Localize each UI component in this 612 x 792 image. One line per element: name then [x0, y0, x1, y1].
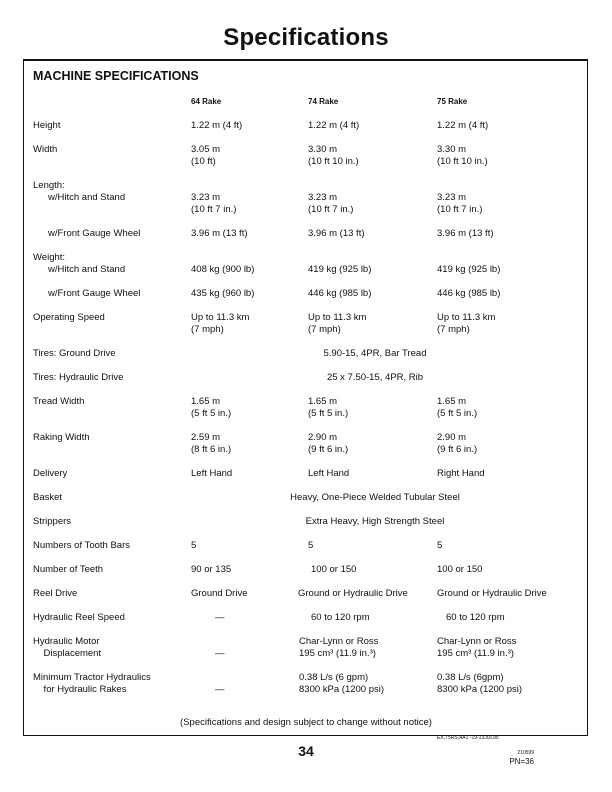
spec-label: Strippers: [33, 516, 72, 527]
spec-value: 419 kg (925 lb): [437, 264, 501, 275]
spec-value: Ground or Hydraulic Drive: [298, 588, 408, 599]
spec-value: 446 kg (985 lb): [437, 288, 501, 299]
spec-value: 1.65 m (5 ft 5 in.): [437, 396, 478, 419]
spec-value: 435 kg (960 lb): [191, 288, 255, 299]
spec-value: 408 kg (900 lb): [191, 264, 255, 275]
spec-value: 3.96 m (13 ft): [308, 228, 365, 239]
spec-value: 60 to 120 rpm: [311, 612, 370, 623]
spec-value: 5: [191, 540, 197, 551]
spec-label: Weight:: [33, 252, 66, 263]
spec-label: w/Front Gauge Wheel: [48, 288, 141, 299]
spec-label: Tires: Ground Drive: [33, 348, 116, 359]
spec-label: Hydraulic Motor Displacement: [33, 636, 102, 659]
small-code: 210599: [517, 750, 534, 756]
spec-value: 1.65 m (5 ft 5 in.): [191, 396, 232, 419]
spec-value: 60 to 120 rpm: [446, 612, 505, 623]
spec-label: Number of Teeth: [33, 564, 104, 575]
spec-label: Width: [33, 144, 58, 155]
spec-value-shared: 25 x 7.50-15, 4PR, Rib: [326, 372, 424, 383]
spec-value: Right Hand: [437, 468, 485, 479]
spec-value: 1.22 m (4 ft): [308, 120, 360, 131]
spec-label: Raking Width: [33, 432, 90, 443]
spec-value: —: [215, 684, 225, 695]
spec-value: Left Hand: [308, 468, 350, 479]
spec-value: 0.38 L/s (6gpm) 8300 kPa (1200 psi): [437, 672, 523, 695]
spec-label: Height: [33, 120, 61, 131]
spec-value: 5: [308, 540, 314, 551]
spec-label: Delivery: [33, 468, 68, 479]
spec-value: 1.22 m (4 ft): [191, 120, 243, 131]
section-title: MACHINE SPECIFICATIONS: [33, 69, 199, 83]
spec-value: Char-Lynn or Ross 195 cm³ (11.9 in.³): [299, 636, 379, 659]
spec-value: Up to 11.3 km (7 mph): [191, 312, 250, 335]
spec-value: Left Hand: [191, 468, 233, 479]
spec-value: 1.65 m (5 ft 5 in.): [308, 396, 349, 419]
spec-value: 446 kg (985 lb): [308, 288, 372, 299]
spec-value: 3.23 m (10 ft 7 in.): [191, 192, 237, 215]
spec-value: 3.96 m (13 ft): [437, 228, 494, 239]
spec-label: Operating Speed: [33, 312, 105, 323]
spec-value-shared: Extra Heavy, High Strength Steel: [305, 516, 445, 527]
spec-value-shared: 5.90-15, 4PR, Bar Tread: [323, 348, 427, 359]
column-header-64: 64 Rake: [191, 97, 222, 106]
document-code: EX,75RS,AA1 -19-13JUL95: [437, 735, 499, 741]
spec-value: 3.30 m (10 ft 10 in.): [437, 144, 488, 167]
spec-value: 5: [437, 540, 443, 551]
spec-value: 3.30 m (10 ft 10 in.): [308, 144, 359, 167]
spec-label: Minimum Tractor Hydraulics for Hydraulic Rakes: [33, 672, 151, 695]
spec-value: 0.38 L/s (6 gpm) 8300 kPa (1200 psi): [299, 672, 385, 695]
spec-label: Hydraulic Reel Speed: [33, 612, 125, 623]
spec-label: Reel Drive: [33, 588, 78, 599]
spec-value: 100 or 150: [311, 564, 357, 575]
spec-value: 2.59 m (8 ft 6 in.): [191, 432, 232, 455]
spec-value: Ground or Hydraulic Drive: [437, 588, 547, 599]
spec-label: Length:: [33, 180, 65, 191]
spec-value: 419 kg (925 lb): [308, 264, 372, 275]
spec-value: Char-Lynn or Ross 195 cm³ (11.9 in.³): [437, 636, 517, 659]
spec-value: 3.23 m (10 ft 7 in.): [437, 192, 483, 215]
page-title: Specifications: [223, 24, 389, 51]
spec-label: Tread Width: [33, 396, 85, 407]
column-header-74: 74 Rake: [308, 97, 339, 106]
column-header-75: 75 Rake: [437, 97, 468, 106]
page-number: 34: [298, 743, 314, 759]
footnote: (Specifications and design subject to change without notice): [180, 717, 432, 728]
spec-label: Basket: [33, 492, 63, 503]
spec-value: 2.90 m (9 ft 6 in.): [437, 432, 478, 455]
spec-label: Numbers of Tooth Bars: [33, 540, 130, 551]
spec-label: Tires: Hydraulic Drive: [33, 372, 124, 383]
content-frame: [23, 60, 588, 736]
spec-value: 3.96 m (13 ft): [191, 228, 248, 239]
spec-value: Up to 11.3 km (7 mph): [437, 312, 496, 335]
spec-value: —: [215, 612, 225, 623]
spec-value: Up to 11.3 km (7 mph): [308, 312, 367, 335]
spec-value: Ground Drive: [191, 588, 248, 599]
spec-label: w/Front Gauge Wheel: [48, 228, 141, 239]
spec-value-shared: Heavy, One-Piece Welded Tubular Steel: [290, 492, 460, 503]
spec-value: 3.23 m (10 ft 7 in.): [308, 192, 354, 215]
spec-value: 90 or 135: [191, 564, 232, 575]
spec-value: 3.05 m (10 ft): [191, 144, 221, 167]
spec-value: —: [215, 648, 225, 659]
spec-value: 2.90 m (9 ft 6 in.): [308, 432, 349, 455]
pn-label: PN=36: [509, 757, 534, 766]
spec-value: 100 or 150: [437, 564, 483, 575]
spec-label: w/Hitch and Stand: [48, 192, 126, 203]
spec-value: 1.22 m (4 ft): [437, 120, 489, 131]
spec-label: w/Hitch and Stand: [48, 264, 126, 275]
top-rule: [23, 59, 588, 61]
